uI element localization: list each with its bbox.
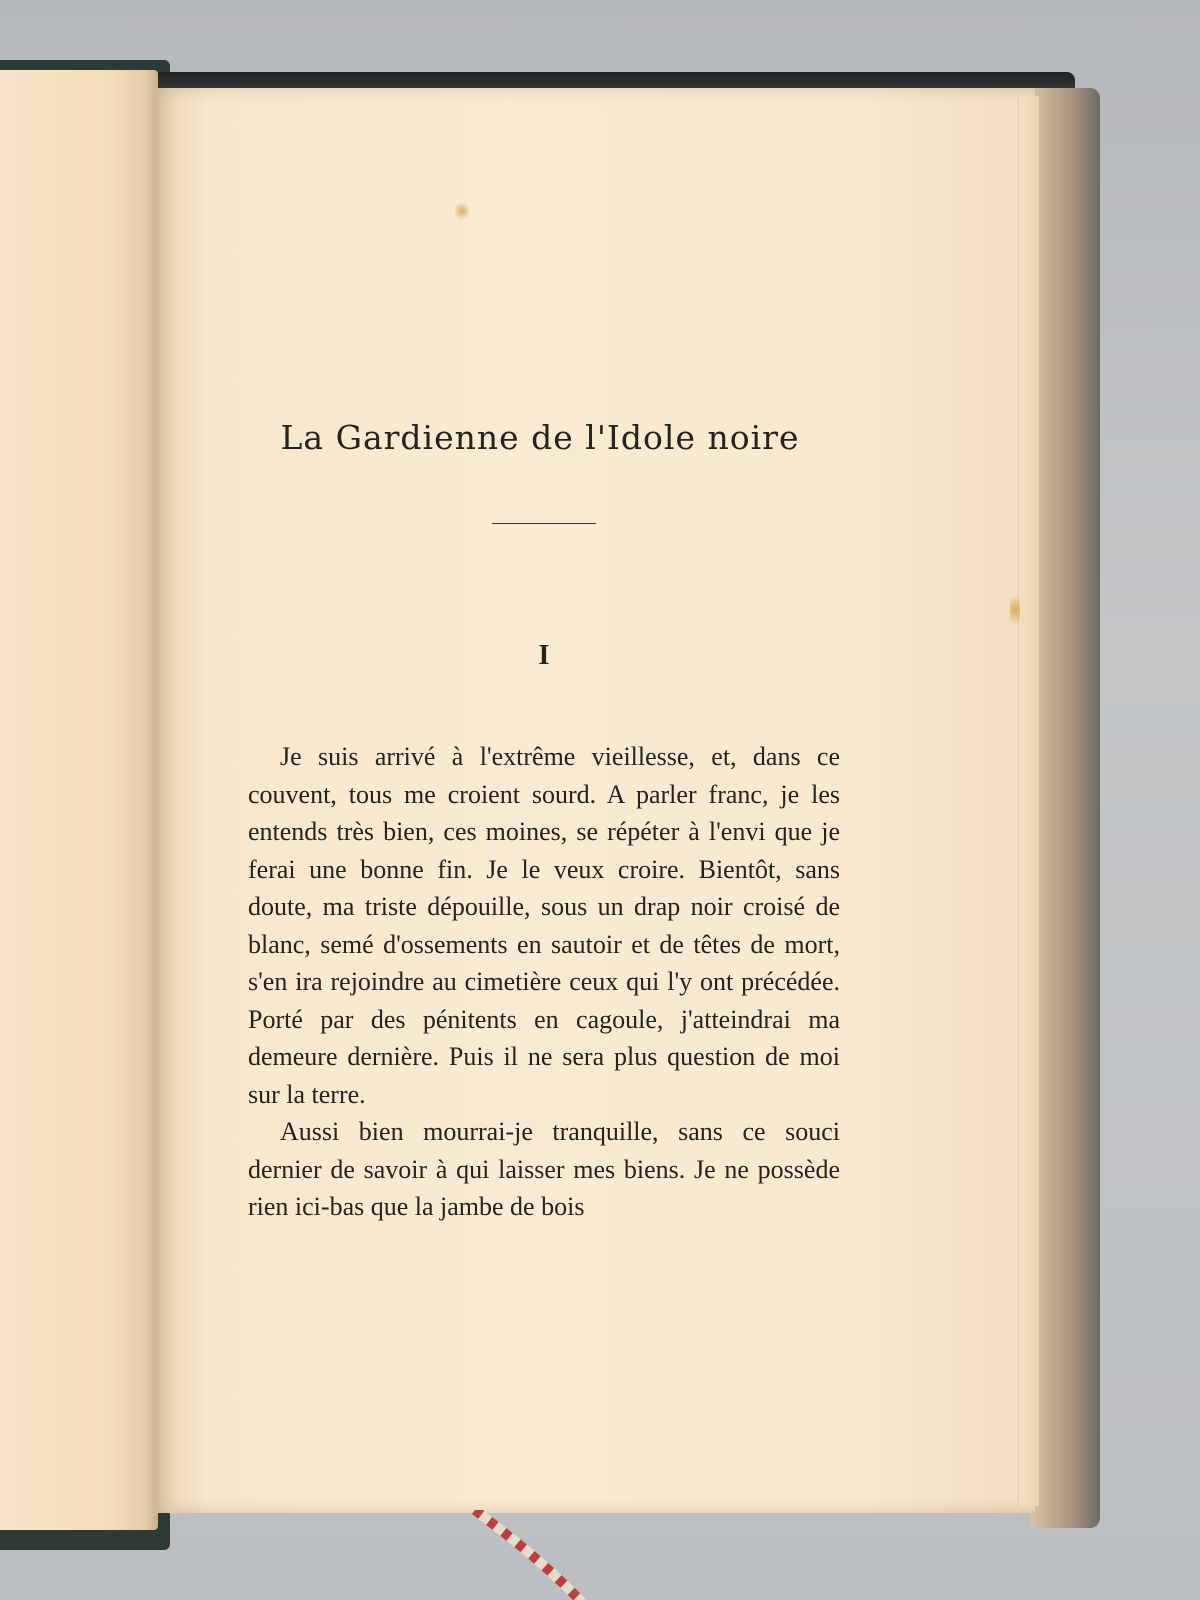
left-page: [0, 70, 158, 1530]
bookmark-ribbon: [470, 1510, 600, 1600]
body-text: [248, 738, 840, 1226]
chapter-number: I: [538, 640, 550, 671]
title-rule: [492, 523, 596, 524]
foxing-stain: [1010, 590, 1020, 630]
paragraph: Je suis arrivé à l'extrême vieillesse, et, dans ce couvent, tous me croient sourd. A parler franc, je les entends très bien, ces moines, se répéter à l'envi que je ferai une bonne fin. Je le veux croire. Bientôt, sans doute, ma triste dépouille, sous un drap noir croisé de blanc, semé d'ossements en sautoir et de têtes de mort, s'en ira rejoindre au cimetière ceux qui l'y ont précédée. Porté par des pénitents en cagoule, j'atteindrai ma demeure dernière. Puis il ne sera plus question de moi sur la terre.: [248, 742, 840, 1109]
story-title: La Gardienne de l'Idole noire: [280, 418, 800, 457]
foxing-stain: [455, 200, 469, 222]
page-edge: [1018, 96, 1039, 1506]
book-cover-right: [1030, 88, 1100, 1528]
paragraph: Aussi bien mourrai-je tranquille, sans ce souci dernier de savoir à qui laisser mes biens. Je ne possède rien ici-bas que la jambe de bois: [248, 1117, 840, 1221]
